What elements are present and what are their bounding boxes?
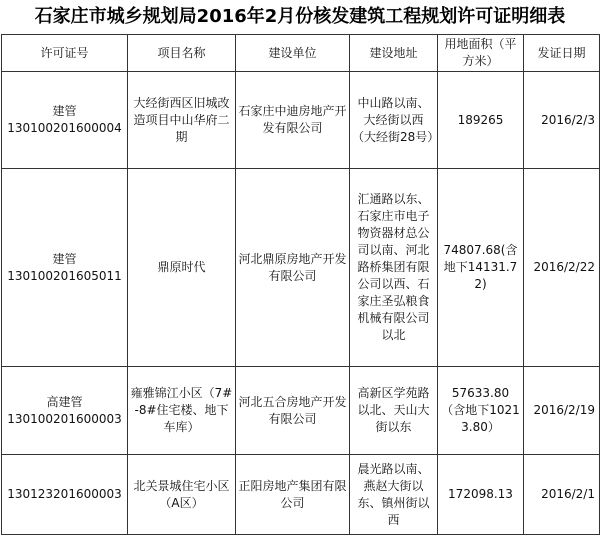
header-builder: 建设单位 (236, 35, 350, 72)
permit-prefix: 建管 (52, 104, 77, 118)
date-cell: 2016/2/19 (524, 367, 600, 455)
permit-cell (2, 455, 128, 535)
header-project: 项目名称 (128, 35, 236, 72)
date-cell: 2016/2/22 (524, 169, 600, 367)
builder-cell: 河北鼎原房地产开发有限公司 (236, 169, 350, 367)
table-row (2, 367, 600, 455)
permit-prefix: 建管 (52, 251, 77, 266)
permit-cell (2, 367, 128, 455)
table-row (2, 169, 600, 367)
builder-cell: 石家庄中迪房地产开发有限公司 (236, 72, 350, 169)
permit-prefix: 高建管 (46, 394, 83, 409)
project-cell: 鼎原时代 (128, 169, 236, 367)
page-title: 石家庄市城乡规划局2016年2月份核发建筑工程规划许可证明细表 (34, 6, 566, 27)
permit-cell (2, 169, 128, 367)
date-cell: 2016/2/1 (524, 455, 600, 535)
table-row (2, 72, 600, 169)
address-cell: 高新区学苑路以北、天山大街以东 (350, 367, 438, 455)
permit-number: 130100201600003 (7, 411, 122, 426)
header-address: 建设地址 (350, 35, 438, 72)
permit-number: 130100201605011 (7, 268, 122, 283)
area-cell: 189265 (438, 72, 524, 169)
date-cell: 2016/2/3 (524, 72, 600, 169)
area-cell: 57633.80（含地下10213.80） (438, 367, 524, 455)
address-cell: 晨光路以南、燕赵大街以东、镇州街以西 (350, 455, 438, 535)
header-area: 用地面积（平方米） (438, 35, 524, 72)
header-permit-no: 许可证号 (2, 35, 128, 72)
area-cell: 172098.13 (438, 455, 524, 535)
area-cell: 74807.68(含地下14131.72) (438, 169, 524, 367)
permit-table (1, 34, 600, 535)
project-cell: 雍雅锦江小区（7#-8#住宅楼、地下车库） (128, 367, 236, 455)
permit-cell (2, 72, 128, 169)
address-cell: 中山路以南、大经街以西（大经街28号） (350, 72, 438, 169)
builder-cell: 正阳房地产集团有限公司 (236, 455, 350, 535)
header-row (2, 35, 600, 72)
table-row (2, 455, 600, 535)
project-cell: 北关景城住宅小区（A区） (128, 455, 236, 535)
project-cell: 大经街西区旧城改造项目中山华府二期 (128, 72, 236, 169)
address-cell: 汇通路以东、石家庄市电子物资器材总公司以南、河北路桥集团有限公司以西、石家庄圣弘粮食机械有限公司以北 (350, 169, 438, 367)
permit-number: 130100201600004 (7, 121, 122, 135)
header-date: 发证日期 (524, 35, 600, 72)
table-wrapper (0, 34, 600, 527)
builder-cell: 河北五合房地产开发有限公司 (236, 367, 350, 455)
permit-number: 130123201600003 (7, 487, 122, 501)
